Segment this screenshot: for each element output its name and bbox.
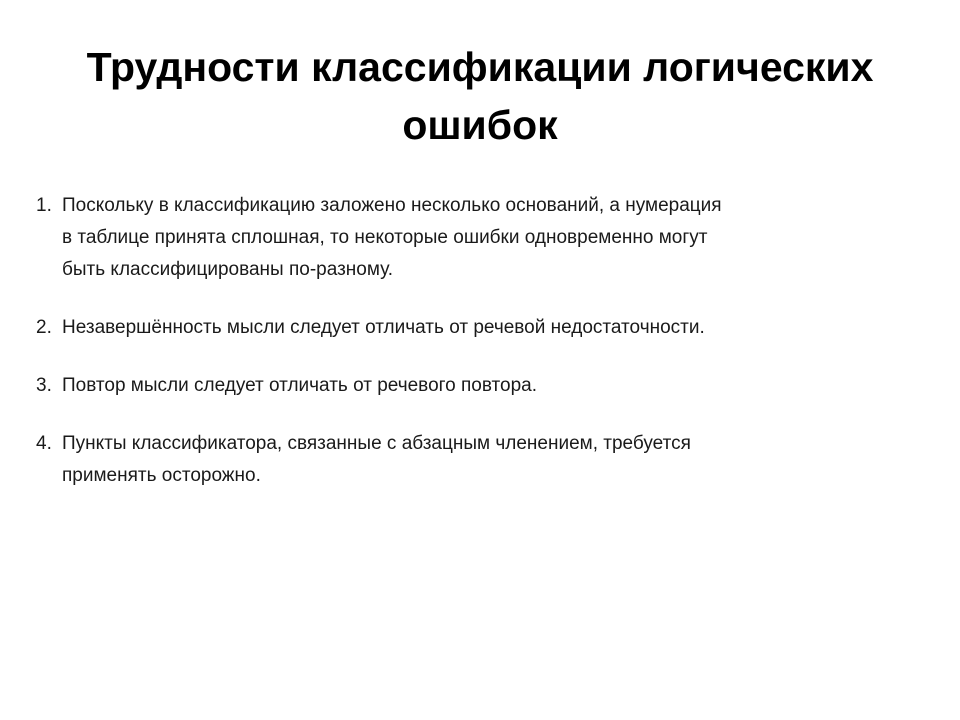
list-item-text	[62, 370, 912, 402]
list-item-number: 1.	[36, 195, 52, 216]
list-spacer	[0, 402, 960, 428]
list-item-line: применять осторожно.	[62, 465, 261, 486]
list-item-line: Повтор мысли следует отличать от речевого повтора.	[62, 375, 537, 396]
list-item	[0, 370, 960, 402]
list-item-number: 4.	[36, 433, 52, 454]
list-item	[0, 190, 960, 286]
list-item-number: 3.	[36, 375, 52, 396]
numbered-list	[0, 190, 960, 492]
list-item	[0, 428, 960, 492]
slide-title-line-1: Трудности классификации логических	[86, 44, 874, 90]
list-item-text	[62, 312, 912, 344]
list-item	[0, 312, 960, 344]
list-item-line: Незавершённость мысли следует отличать от речевой недостаточности.	[62, 317, 705, 338]
list-item-line: в таблице принята сплошная, то некоторые ошибки одновременно могут	[62, 227, 708, 248]
list-item-text	[62, 428, 912, 492]
slide-title	[40, 38, 920, 154]
list-item-line: Пункты классификатора, связанные с абзацным членением, требуется	[62, 433, 691, 454]
list-item-line: Поскольку в классификацию заложено несколько оснований, а нумерация	[62, 195, 722, 216]
list-item-text	[62, 190, 912, 286]
list-item-line: быть классифицированы по-разному.	[62, 259, 393, 280]
list-item-number: 2.	[36, 317, 52, 338]
list-spacer	[0, 286, 960, 312]
slide-title-line-2: ошибок	[402, 102, 558, 148]
list-spacer	[0, 344, 960, 370]
